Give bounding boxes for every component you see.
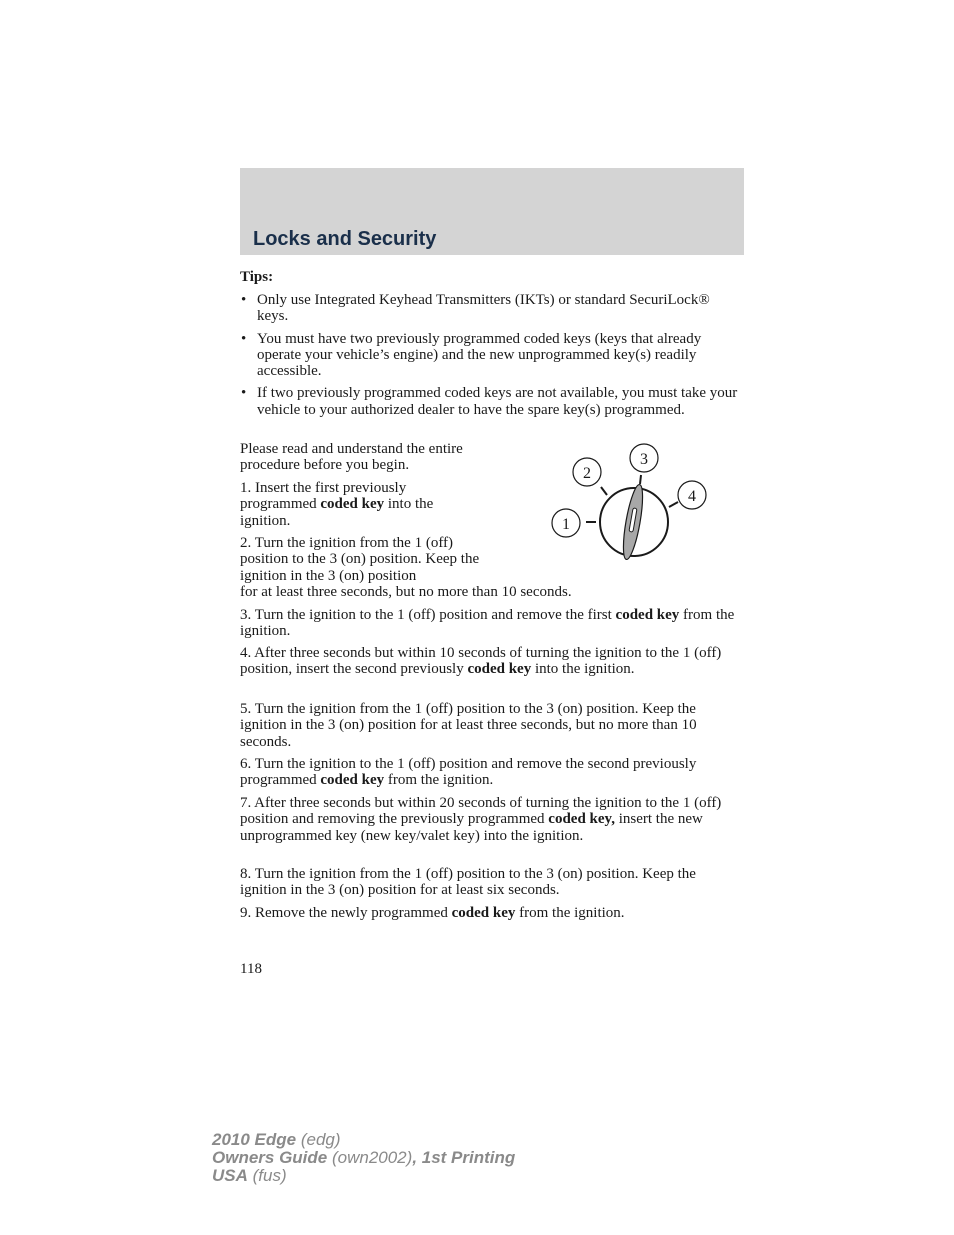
page-number: 118 bbox=[240, 961, 262, 977]
position-2-label: 2 bbox=[583, 465, 591, 482]
position-3-label: 3 bbox=[640, 451, 648, 468]
section-title: Locks and Security bbox=[253, 228, 437, 250]
tips-list bbox=[240, 292, 744, 424]
section-header-band bbox=[240, 168, 744, 255]
intro-paragraph: Please read and understand the entire procedure before you begin. bbox=[240, 441, 463, 474]
tips-label: Tips: bbox=[240, 269, 274, 285]
position-1-callout bbox=[552, 509, 580, 537]
step-5: 5. Turn the ignition from the 1 (off) position to the 3 (on) position. Keep the ignition in the 3 (on) position for at least three seconds, but no more than 10 seconds. bbox=[240, 701, 697, 750]
step-6: 6. Turn the ignition to the 1 (off) position and remove the second previously programmed coded key from the ignition. bbox=[240, 756, 697, 789]
position-3-tick bbox=[640, 475, 641, 484]
document-footer bbox=[212, 1131, 515, 1185]
step-4: 4. After three seconds but within 10 seconds of turning the ignition to the 1 (off) position, insert the second previously coded key into the ignition. bbox=[240, 645, 722, 678]
tip-item: • If two previously programmed coded keys are not available, you must take your vehicle to your authorized dealer to have the spare key(s) programmed. bbox=[240, 385, 744, 418]
step-8: 8. Turn the ignition from the 1 (off) position to the 3 (on) position. Keep the ignition in the 3 (on) position for at least six seconds. bbox=[240, 866, 696, 899]
step-1: 1. Insert the first previously programmed coded key into the ignition. bbox=[240, 480, 434, 529]
tip-item: • You must have two previously programmed coded keys (keys that already operate your vehicle’s engine) and the new unprogrammed key(s) readily accessible. bbox=[240, 331, 744, 380]
footer-line-3: USA (fus) bbox=[212, 1166, 287, 1185]
step-3: 3. Turn the ignition to the 1 (off) position and remove the first coded key from the ignition. bbox=[240, 607, 735, 640]
footer-line-1: 2010 Edge (edg) bbox=[212, 1130, 341, 1149]
position-4-callout bbox=[678, 481, 706, 509]
tip-item: • Only use Integrated Keyhead Transmitters (IKTs) or standard SecuriLock® keys. bbox=[240, 292, 744, 325]
step-2: 2. Turn the ignition from the 1 (off) position to the 3 (on) position. Keep the ignition in the 3 (on) position bbox=[240, 535, 480, 584]
position-4-label: 4 bbox=[688, 488, 696, 505]
position-4-tick bbox=[669, 502, 678, 507]
position-1-label: 1 bbox=[562, 516, 570, 533]
step-9: 9. Remove the newly programmed coded key from the ignition. bbox=[240, 905, 625, 921]
step-7: 7. After three seconds but within 20 seconds of turning the ignition to the 1 (off) position and removing the previously programmed coded key, insert the new unprogrammed key (new key/valet key) into the ignition. bbox=[240, 795, 722, 844]
position-3-callout bbox=[630, 444, 658, 472]
position-2-callout bbox=[573, 458, 601, 486]
ignition-switch-diagram bbox=[548, 440, 718, 565]
step-2-continued: for at least three seconds, but no more than 10 seconds. bbox=[240, 584, 572, 600]
position-2-tick bbox=[601, 487, 607, 495]
footer-line-2: Owners Guide (own2002), 1st Printing bbox=[212, 1148, 516, 1167]
